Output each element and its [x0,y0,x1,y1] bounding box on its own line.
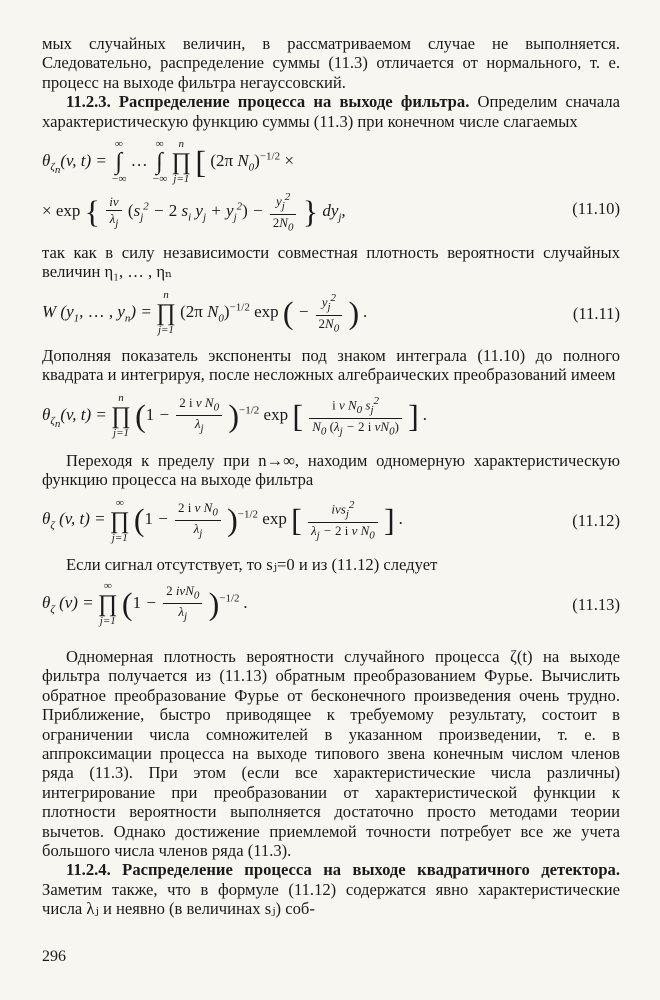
paragraph-3: Дополняя показатель экспоненты под знаком интеграла (11.10) до полного квадрата и интегрируя, после несложных алгебраических преобразований имеем [42,345,620,385]
paragraph-2: так как в силу независимости совместная плотность вероятности случайных величин η₁, … , ηₙ [42,243,620,282]
section-heading: 11.2.3. Распределение процесса на выходе фильтра. [66,92,470,112]
section-11-2-3 [42,92,620,131]
formula: $\theta_{\zeta_n}(v$, t) = ∞ ∫ −∞ … ∞ ∫ −∞ n ∏ j=1 [ (2π $N_0)^{-1/2}$ × [42,138,294,186]
formula: W ($y_1$, … , $y_n$) = n ∏ j=1 (2π $N_0)^{-1/2}$ exp ( − $\frac{y_j^2}{2N_0}$ ) . [42,289,368,337]
equation-11-11 [42,282,620,346]
section-11-2-4 [42,860,620,918]
equation-number: (11.12) [572,511,620,531]
page-body [42,34,620,919]
formula: $\theta_{\zeta_n}(v$, t) = n ∏ j=1 (1 − $\frac{2 i v N_0}{\lambda_j}$ )$^{-1/2}$ exp [ $\frac{i v N_0 s_j^2}{N_0 (\lambda_j - 2 i vN_0)}$ ] . [42,391,428,439]
equation-number: (11.13) [572,594,620,614]
paragraph-5: Если сигнал отсутствует, то sⱼ=0 и из (11.12) следует [66,555,438,575]
equation-11-10 [42,131,620,243]
page-number: 296 [42,948,66,965]
section-text: Заметим также, что в формуле (11.12) содержатся явно характеристические числа λⱼ и неявно (в величинах sⱼ) соб- [42,879,620,919]
section-heading: 11.2.4. Распределение процесса на выходе квадратичного детектора. [66,860,620,880]
paragraph-6: Одномерная плотность вероятности случайного процесса ζ(t) на выходе фильтра получается из (11.13) обратным преобразованием Фурье. Вычислить обратное преобразование Фурье от бесконечного произведения очень трудно. Приближение, быстро приводящее к требуемому результату, состоит в ограничении числа сомножителей в указанном произведении, т. е. в аппроксимации процесса на выходе типового звена конечным числом членов ряда (11.3). При этом (если все характеристические числа различны) интегрирование при преобразовании от характеристической функции к плотности вероятности выполняется достаточно просто методами теории вычетов. Однако достижение приемлемой точности потребует все же учета большого числа членов ряда (11.3). [42,646,620,860]
equation-unnumbered [42,385,620,451]
equation-11-12 [42,489,620,555]
equation-11-13 [42,575,620,647]
paragraph-4: Переходя к пределу при n→∞, находим одномерную характеристическую функцию процесса на выходе фильтра [42,450,620,490]
formula: $\theta_\zeta$ (v, t) = ∞ ∏ j=1 (1 − $\frac{2 i v N_0}{\lambda_j}$ )$^{-1/2}$ exp [ $\frac{ivs_j^2}{\lambda_j - 2 i v N_0}$ ] . [42,496,404,544]
formula: $\theta_\zeta$ (v) = ∞ ∏ j=1 (1 − $\frac{2 ivN_0}{\lambda_j}$ )$^{-1/2}$ . [42,579,249,627]
formula: × exp { $\frac{iv}{\lambda_j}$ ($s_j^2 - 2$ $s_i$ $y_j + y_j^2$) − $\frac{y_j^2}{2N_0}$ } $dy_j$, [42,191,346,234]
equation-number: (11.10) [572,199,620,219]
paragraph-1: мых случайных величин, в рассматриваемом случае не выполняется. Следовательно, распределение суммы (11.3) отличается от нормального, т. е. процесс на выходе фильтра негауссовский. [42,34,620,92]
equation-number: (11.11) [572,303,620,323]
section-text: Определим сначала характеристическую функцию суммы (11.3) при конечном числе слагаемых [42,92,620,131]
